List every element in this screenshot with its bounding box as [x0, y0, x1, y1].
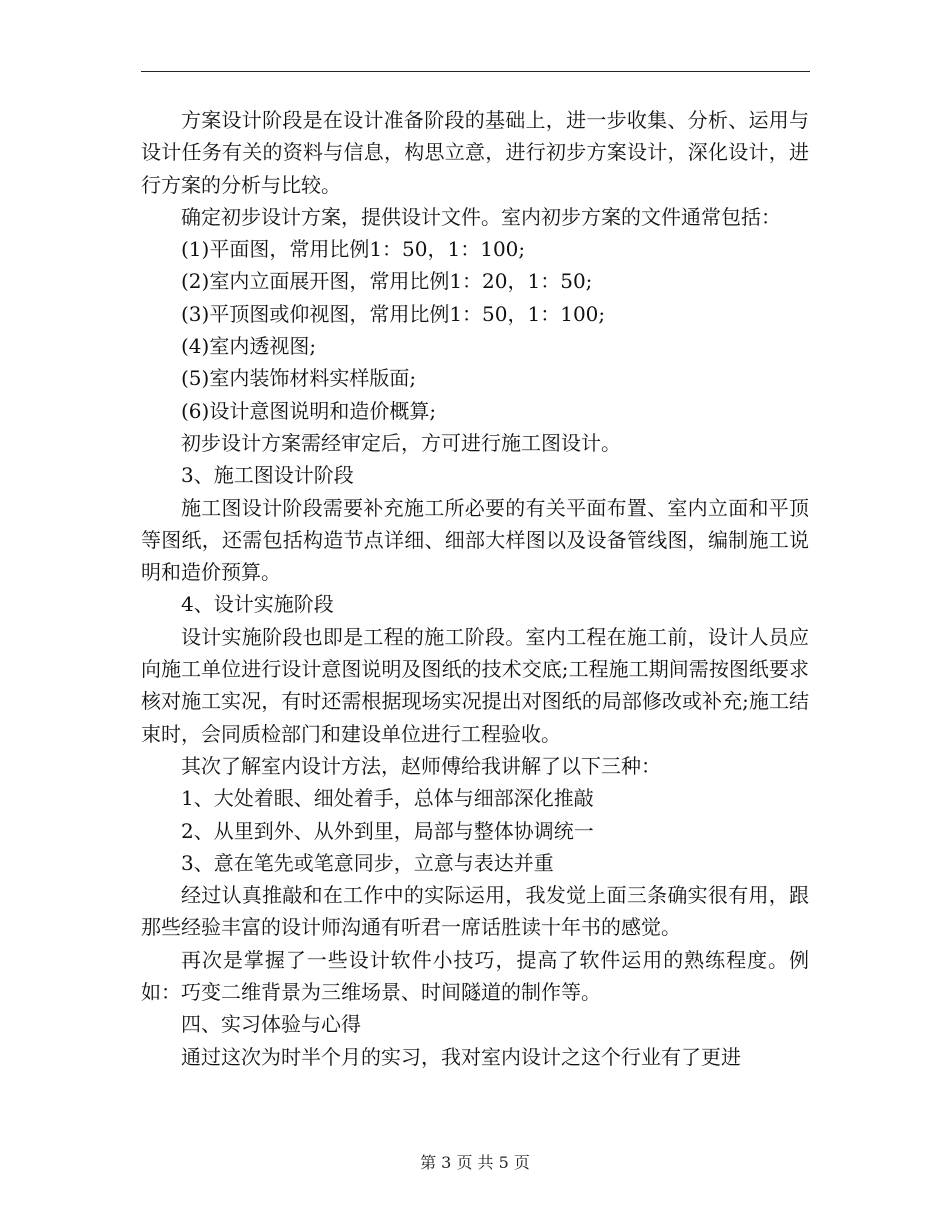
list-item: 3、意在笔先或笔意同步，立意与表达并重 [181, 850, 554, 875]
document-body [141, 104, 809, 1073]
list-item: (6)设计意图说明和造价概算; [181, 398, 437, 423]
paragraph: 设计实施阶段也即是工程的施工阶段。室内工程在施工前，设计人员应向施工单位进行设计意图说明及图纸的技术交底;工程施工期间需按图纸要求核对施工实况，有时还需根据现场实况提出对图纸的局部修改或补充;施工结束时，会同质检部门和建设单位进行工程验收。 [141, 624, 809, 746]
paragraph: 再次是掌握了一些设计软件小技巧，提高了软件运用的熟练程度。例如：巧变二维背景为三维场景、时间隧道的制作等。 [141, 947, 809, 1005]
list-item: (5)室内装饰材料实样版面; [181, 366, 417, 391]
paragraph: 通过这次为时半个月的实习，我对室内设计之这个行业有了更进 [181, 1044, 741, 1069]
paragraph: 方案设计阶段是在设计准备阶段的基础上，进一步收集、分析、运用与设计任务有关的资料与信息，构思立意，进行初步方案设计，深化设计，进行方案的分析与比较。 [141, 108, 809, 197]
page-number: 第 3 页 共 5 页 [420, 1153, 530, 1172]
list-item: (2)室内立面展开图，常用比例1：20，1：50; [181, 269, 593, 294]
header-rule [141, 71, 810, 72]
section-heading: 四、实习体验与心得 [181, 1012, 361, 1037]
list-item: 2、从里到外、从外到里，局部与整体协调统一 [181, 818, 594, 843]
list-item: (3)平顶图或仰视图，常用比例1：50，1：100; [181, 301, 606, 326]
section-heading: 3、施工图设计阶段 [181, 463, 354, 488]
paragraph: 初步设计方案需经审定后，方可进行施工图设计。 [181, 430, 621, 455]
paragraph: 施工图设计阶段需要补充施工所必要的有关平面布置、室内立面和平顶等图纸，还需包括构造节点详细、细部大样图以及设备管线图，编制施工说明和造价预算。 [141, 495, 809, 585]
paragraph: 其次了解室内设计方法，赵师傅给我讲解了以下三种： [181, 753, 661, 778]
list-item: (1)平面图，常用比例1：50，1：100; [181, 237, 526, 262]
list-item: (4)室内透视图; [181, 334, 317, 359]
paragraph: 经过认真推敲和在工作中的实际运用，我发觉上面三条确实很有用，跟那些经验丰富的设计师沟通有听君一席话胜读十年书的感觉。 [141, 883, 809, 940]
list-item: 1、大处着眼、细处着手，总体与细部深化推敲 [181, 786, 594, 811]
section-heading: 4、设计实施阶段 [181, 592, 334, 617]
paragraph: 确定初步设计方案，提供设计文件。室内初步方案的文件通常包括： [181, 204, 781, 229]
